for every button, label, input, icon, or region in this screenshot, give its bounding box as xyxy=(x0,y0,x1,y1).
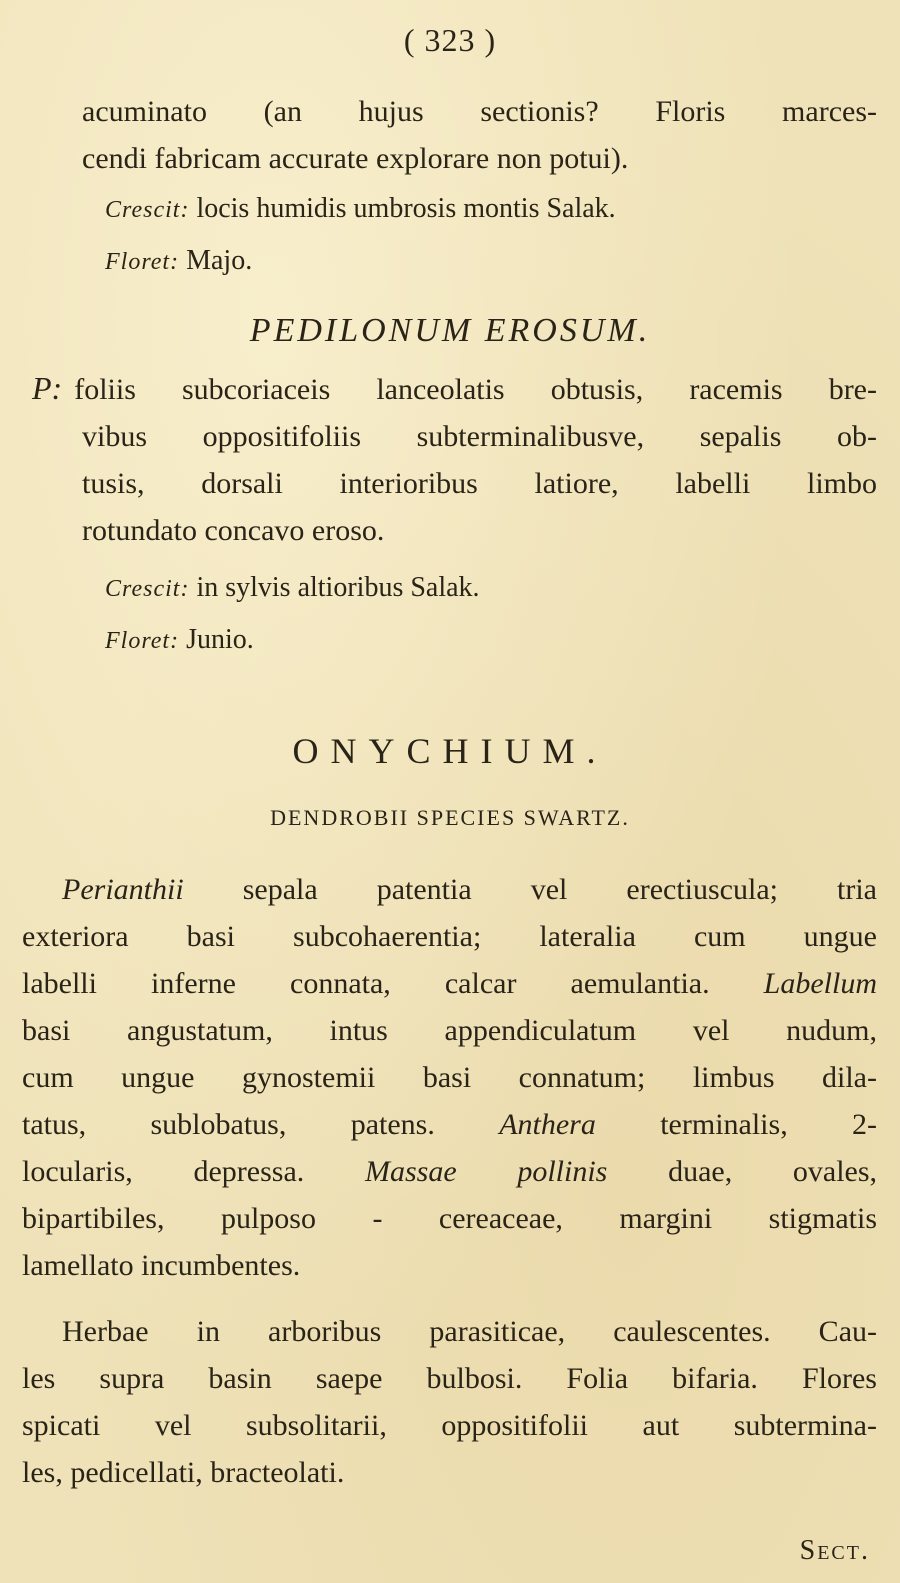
description-line: exteriora basi subcohaerentia; lateralia cum ungue xyxy=(22,920,877,953)
crescit-text: locis humidis umbrosis montis Salak. xyxy=(196,193,616,224)
species-floret-entry xyxy=(105,624,254,656)
term-perianthii: Perianthii xyxy=(62,873,184,906)
floret-label: Floret: xyxy=(105,628,180,654)
species-diagnosis xyxy=(22,365,877,554)
diagnosis-line: rotundato concavo eroso. xyxy=(82,514,385,547)
crescit-label: Crescit: xyxy=(105,197,190,223)
habit-line: les, pedicellati, bracteolati. xyxy=(22,1456,345,1489)
genus-synonym: DENDROBII SPECIES SWARTZ. xyxy=(270,805,630,830)
floret-text: Junio. xyxy=(186,624,254,655)
genus-habit xyxy=(22,1308,877,1496)
floret-entry xyxy=(105,245,252,277)
description-line: locularis, depressa. Massae pollinis duae, ovales, xyxy=(22,1155,878,1188)
floret-label: Floret: xyxy=(105,249,180,275)
diagnosis-line: vibus oppositifoliis subterminalibusve, sepalis ob- xyxy=(82,420,877,453)
species-title: PEDILONUM EROSUM. xyxy=(249,312,651,349)
genus-title: ONYCHIUM. xyxy=(292,731,608,771)
description-line: tatus, sublobatus, patens. Anthera terminalis, 2- xyxy=(22,1108,878,1141)
page-number: ( 323 ) xyxy=(403,22,497,58)
genus-description xyxy=(22,866,877,1289)
crescit-entry xyxy=(105,193,616,225)
continuation-line: acuminato (an hujus sectionis? Floris marces- xyxy=(82,95,877,128)
term-labellum: Labellum xyxy=(763,967,878,1000)
description-line: lamellato incumbentes. xyxy=(22,1249,301,1282)
species-abbrev: P: xyxy=(32,370,63,406)
diagnosis-line-text: foliis subcoriaceis lanceolatis obtusis, racemis bre- xyxy=(74,373,877,406)
floret-text: Majo. xyxy=(186,245,253,276)
habit-line: les supra basin saepe bulbosi. Folia bifaria. Flores xyxy=(22,1362,877,1395)
continuation-text xyxy=(22,88,877,182)
species-crescit-entry xyxy=(105,572,480,604)
continuation-line: cendi fabricam accurate explorare non potui). xyxy=(82,142,629,175)
habit-line: Herbae in arboribus parasiticae, caulescentes. Cau- xyxy=(62,1315,877,1348)
diagnosis-line: tusis, dorsali interioribus latiore, labelli limbo xyxy=(82,467,877,500)
description-line: Perianthii sepala patentia vel erectiuscula; tria xyxy=(62,873,877,906)
description-line: basi angustatum, intus appendiculatum vel nudum, xyxy=(22,1014,877,1047)
catchword: Sect. xyxy=(799,1535,870,1566)
description-line: labelli inferne connata, calcar aemulantia. Labellum xyxy=(22,967,878,1000)
description-line: cum ungue gynostemii basi connatum; limbus dila- xyxy=(22,1061,877,1094)
term-massae-pollinis: Massae pollinis xyxy=(364,1155,608,1188)
crescit-text: in sylvis altioribus Salak. xyxy=(196,572,480,603)
term-anthera: Anthera xyxy=(499,1108,596,1141)
description-line: bipartibiles, pulposo - cereaceae, margini stigmatis xyxy=(22,1202,877,1235)
habit-line: spicati vel subsolitarii, oppositifolii aut subtermina- xyxy=(22,1409,877,1442)
crescit-label: Crescit: xyxy=(105,576,190,602)
diagnosis-line xyxy=(22,365,877,413)
